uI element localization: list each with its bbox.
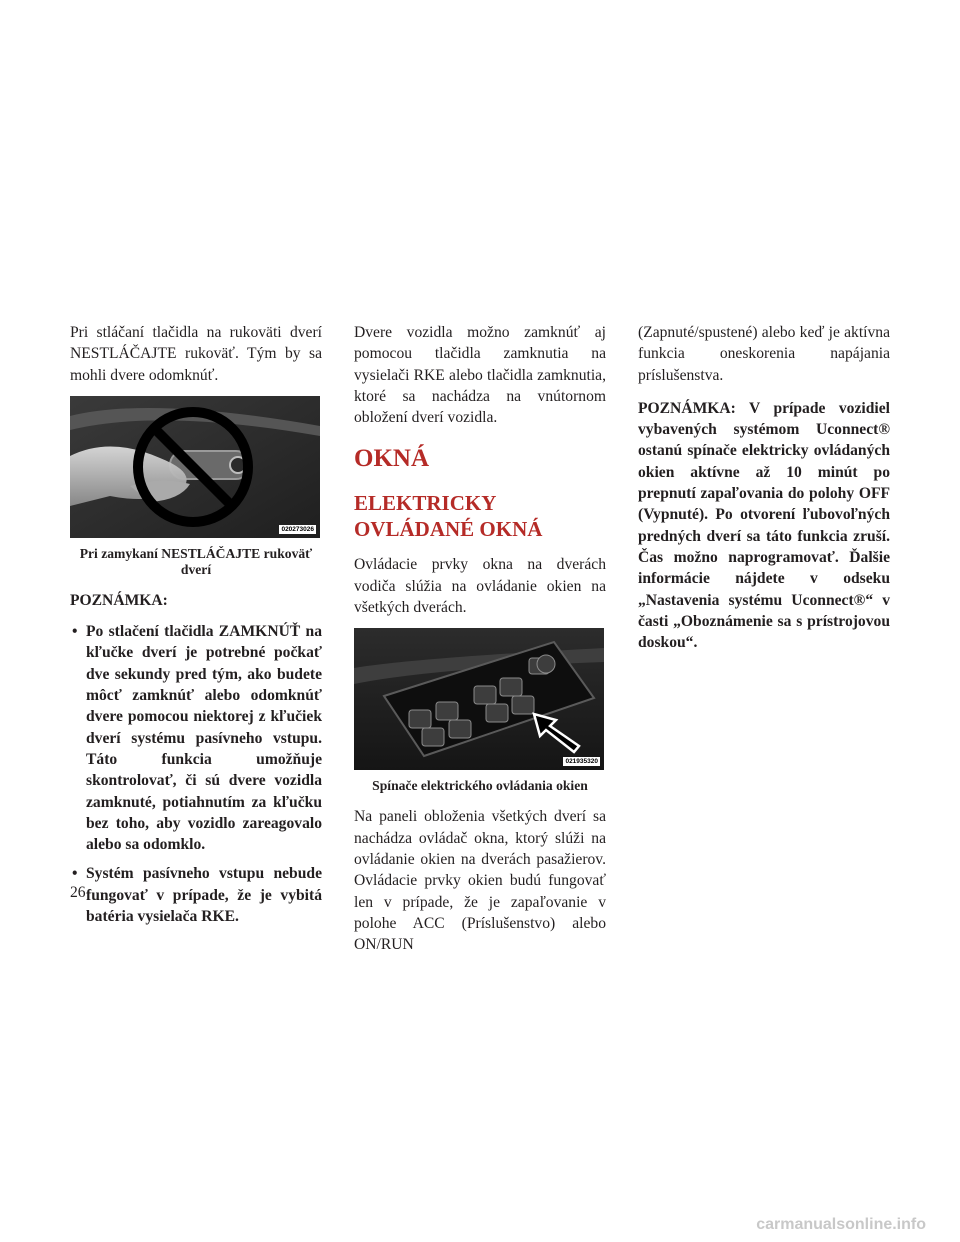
note-item: • Po stlačení tlačidla ZAMKNÚŤ na kľučke dverí je potrebné počkať dve sekundy pred tým, ako budete môcť zamknúť alebo odomknúť dvere pomocou niektorej z kľučiek dverí systému pasívneho vstupu. Táto funkcia umožňuje skontrolovať, či sú dvere vozidla zamknuté, potiahnutím za kľučku bez toho, aby vozidlo zareagovalo alebo sa odomklo.: [72, 623, 322, 854]
intro-paragraph: Dvere vozidla možno zamknúť aj pomocou tlačidla zamknutia na vysielači RKE alebo tlačidla zamknutia, ktoré sa nachádza na vnútornom obložení dverí vozidla.: [354, 324, 606, 427]
figure-caption: Pri zamykaní NESTLÁČAJTE rukoväť dverí: [79, 545, 313, 577]
note-paragraph: POZNÁMKA: V prípade vozidiel vybavených systémom Uconnect® ostanú spínače elektricky ovládaných okien aktívne až 10 minút po prepnutí zapaľovania do polohy OFF (Vypnuté). Po otvorení ľubovoľných predných dverí sa táto funkcia zruší. Čas možno naprogramovať. Ďalšie informácie nájdete v odseku „Nastavenia systému Uconnect®“ v časti „Oboznámenie sa s prístrojovou doskou“.: [638, 399, 890, 652]
figure-code: 020273026: [281, 525, 314, 533]
continued-paragraph: (Zapnuté/spustené) alebo keď je aktívna funkcia oneskorenia napájania príslušenstva.: [638, 324, 890, 384]
window-switches-photo: [354, 628, 604, 770]
figure-caption: Spínače elektrického ovládania okien: [372, 778, 588, 794]
section-heading: OKNÁ: [354, 445, 429, 473]
window-switches-illustration: [354, 628, 604, 770]
door-handle-illustration: [70, 396, 320, 538]
column-2: [354, 322, 606, 955]
bullet-marker: •: [72, 623, 78, 641]
door-handle-photo: [70, 396, 320, 538]
column-1: [70, 322, 322, 935]
body-paragraph: Na paneli obloženia všetkých dverí sa nachádza ovládač okna, ktorý slúži na ovládanie okien na dverách pasažierov. Ovládacie prvky okien budú fungovať len v prípade, že je zapaľovanie v polohe ACC (Príslušenstvo) alebo ON/RUN: [354, 808, 606, 954]
subsection-heading: ELEKTRICKY OVLÁDANÉ OKNÁ: [354, 491, 543, 542]
bullet-marker: •: [72, 865, 78, 883]
page-number: 26: [70, 884, 86, 901]
watermark: carmanualsonline.info: [756, 1216, 926, 1233]
body-paragraph: Ovládacie prvky okna na dverách vodiča slúžia na ovládanie okien na všetkých dverách.: [354, 556, 606, 617]
figure-code: 021935320: [565, 758, 598, 766]
column-3: [638, 322, 890, 653]
note-heading: POZNÁMKA:: [70, 591, 168, 609]
note-item: • Systém pasívneho vstupu nebude fungovať v prípade, že je vybitá batéria vysielača RKE.: [72, 865, 322, 926]
note-list: [70, 621, 322, 927]
intro-paragraph: Pri stláčaní tlačidla na rukoväti dverí NESTLÁČAJTE rukoväť. Tým by sa mohli dvere odomknúť.: [70, 324, 322, 384]
